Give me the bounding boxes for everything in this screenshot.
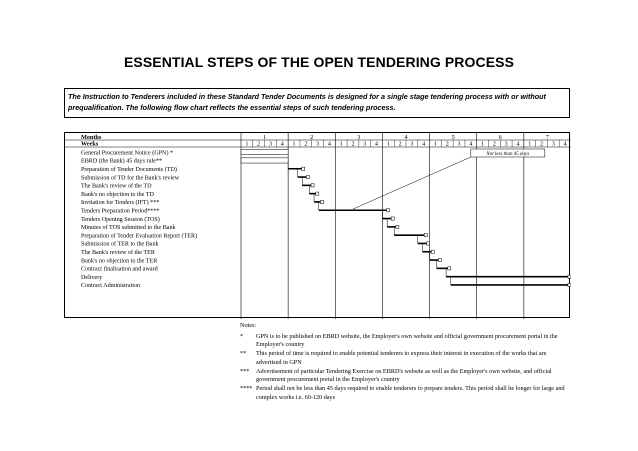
week-label: 4 [422,141,426,148]
week-label: 2 [304,141,308,148]
task-label: Submission of TER to the Bank [81,241,159,248]
note-item [240,350,570,367]
task-label: Preparation of Tender Evaluation Report (TER) [81,233,198,240]
week-label: 1 [245,141,249,148]
task-bar [241,158,288,163]
note-text: Period shall not be less than 45 days required to enable tenderers to prepare tenders. This period shall be longer for large and complex works i.e. 60-120 days [256,384,565,401]
task-label: Contract finalisation and award [81,266,158,273]
task-end-marker [391,217,394,220]
task-end-marker [438,258,441,261]
month-label: 4 [404,133,408,141]
task-end-marker [311,184,314,187]
month-label: 7 [545,133,549,141]
week-label: 1 [528,141,532,148]
week-label: 2 [540,141,544,148]
week-label: 3 [504,141,508,148]
task-label: General Procurement Notice (GPN) * [81,150,174,157]
month-label: 3 [357,133,361,141]
week-label: 3 [316,141,320,148]
task-end-marker [448,267,451,270]
task-label: Bank's no objection to the TD [81,191,154,198]
week-label: 4 [563,141,567,148]
week-label: 2 [257,141,261,148]
callout-text: Not less than 45 days [486,151,530,157]
week-label: 2 [445,141,449,148]
notes-heading: Notes: [240,322,257,329]
week-label: 3 [363,141,367,148]
note-item [240,368,570,385]
task-label: Contract Administration [81,283,141,290]
note-text: GPN is to be published on EBRD website, the Employer's own website and official government procurement portal in the Employer's country [256,332,558,349]
week-label: 3 [457,141,461,148]
week-label: 3 [551,141,555,148]
week-label: 1 [339,141,343,148]
week-label: 1 [481,141,485,148]
note-text: This period of time is required to enable potential tenderers to express their interest in execution of the works that are advertised in GPN [256,350,547,366]
week-label: 3 [410,141,414,148]
week-label: 3 [268,141,272,148]
note-mark: * [240,332,244,340]
intro-box: The Instruction to Tenderers included in these Standard Tender Documents is designed for a single stage tendering process with or without prequalification. The following flow chart reflects the essential steps of such tendering process. [64,88,570,118]
task-label: Tenders Preparation Period**** [81,208,160,215]
task-label: Tenders Opening Session (TOS) [81,216,160,223]
week-label: 4 [469,141,473,148]
week-label: 2 [492,141,496,148]
month-label: 1 [263,133,267,141]
task-label: Invitation for Tenders (IFT) *** [81,200,160,207]
note-item [240,385,570,402]
week-label: 4 [327,141,331,148]
month-label: 5 [451,133,455,141]
task-end-marker [427,242,430,245]
task-label: Submission of TD for the Bank's review [81,175,180,182]
note-mark: **** [240,384,253,392]
month-label: 6 [498,133,502,141]
weeks-label: Weeks [81,140,99,148]
note-mark: *** [240,367,250,375]
task-label: The Bank's review of the TER [81,249,155,256]
task-label: Delivery [81,274,103,281]
week-label: 1 [292,141,296,148]
task-end-marker [316,192,319,195]
gantt-svg [65,133,571,319]
task-end-marker [568,275,571,278]
note-item [240,333,570,350]
task-end-marker [424,234,427,237]
task-end-marker [396,225,399,228]
gantt-chart [64,132,570,318]
month-label: 2 [310,133,314,141]
task-end-marker [387,209,390,212]
notes-section [240,322,570,402]
week-label: 4 [375,141,379,148]
task-bar [241,150,288,155]
page-title: ESSENTIAL STEPS OF THE OPEN TENDERING PROCESS [123,54,515,70]
task-end-marker [302,167,305,170]
callout-pointer [353,157,471,209]
week-label: 2 [351,141,355,148]
task-label: Minutes of TOS submitted to the Bank [81,225,176,232]
note-text: Advertisement of particular Tendering Exercise on EBRD's website as well as the Employer's own website, and official government procurement portal in the Employer's country [256,367,552,384]
task-end-marker [321,200,324,203]
week-label: 2 [398,141,402,148]
task-label: Preparation of Tender Documents (TD) [81,166,177,173]
week-label: 4 [280,141,284,148]
task-end-marker [431,250,434,253]
task-label: Bank's no objection to the TER [81,258,158,265]
week-label: 4 [516,141,520,148]
task-end-marker [306,175,309,178]
task-label: The Bank's review of the TD [81,183,152,190]
week-label: 1 [433,141,437,148]
task-end-marker [568,283,571,286]
months-label: Months [81,133,102,141]
note-mark: ** [240,350,247,358]
week-label: 1 [386,141,390,148]
task-label: EBRD (the Bank) 45 days rule** [81,158,163,165]
